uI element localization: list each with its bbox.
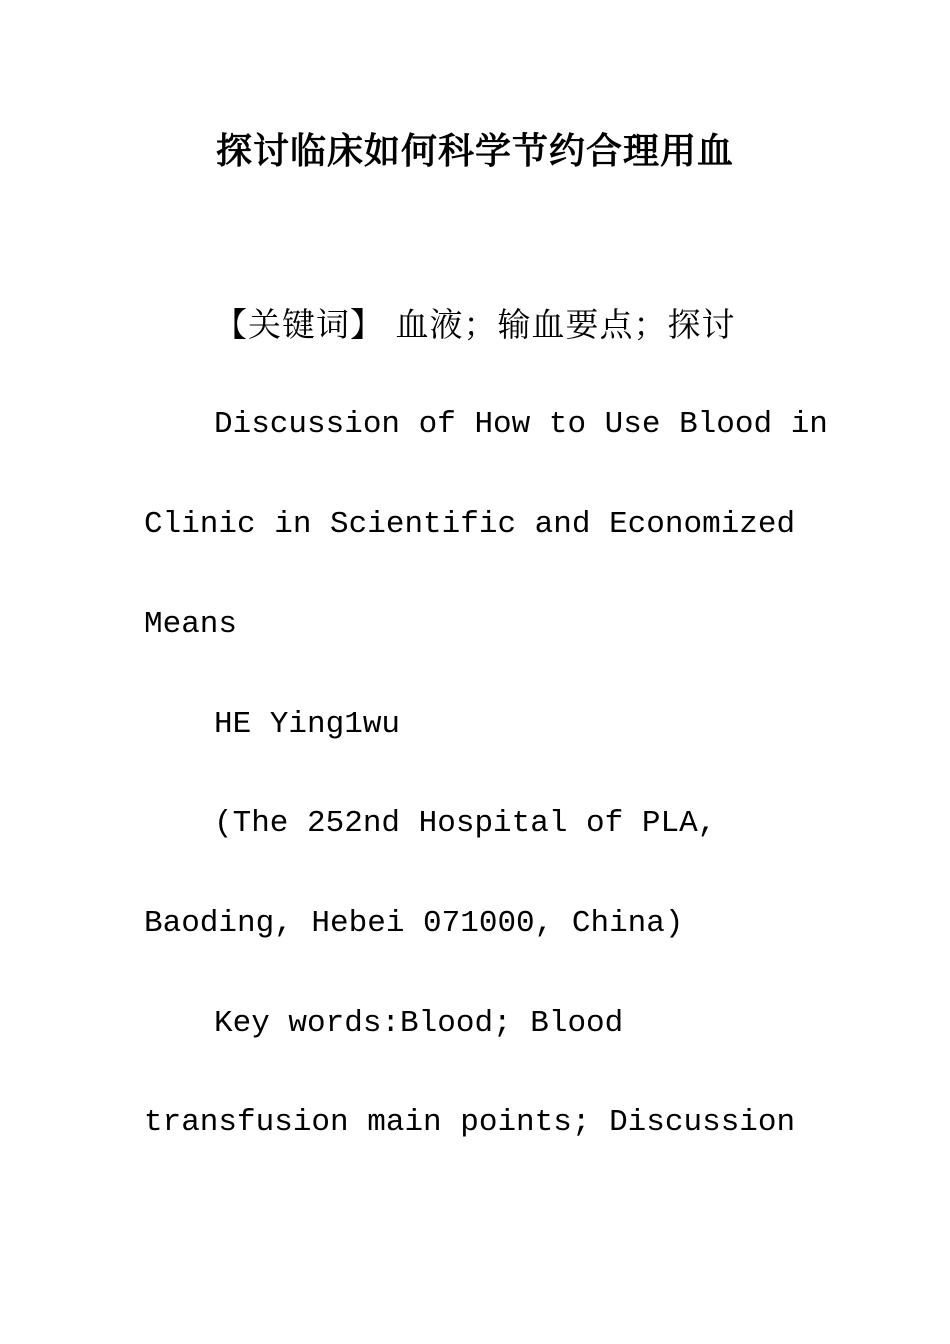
keywords-english-line-2: transfusion main points; Discussion bbox=[144, 1105, 796, 1140]
english-title-line-2: Clinic in Scientific and Economized bbox=[144, 507, 796, 542]
keywords-chinese: 【关键词】 血液；输血要点；探讨 bbox=[214, 305, 736, 344]
affiliation-line-2: Baoding, Hebei 071000, China) bbox=[144, 906, 684, 941]
english-title-line-1: Discussion of How to Use Blood in bbox=[214, 407, 828, 442]
affiliation-line-1: (The 252nd Hospital of PLA, bbox=[214, 806, 717, 841]
author-name: HE Ying1wu bbox=[214, 707, 401, 742]
english-title-line-3: Means bbox=[144, 607, 238, 642]
document-title: 探讨临床如何科学节约合理用血 bbox=[215, 131, 734, 172]
keywords-english-line-1: Key words:Blood; Blood bbox=[214, 1006, 624, 1041]
